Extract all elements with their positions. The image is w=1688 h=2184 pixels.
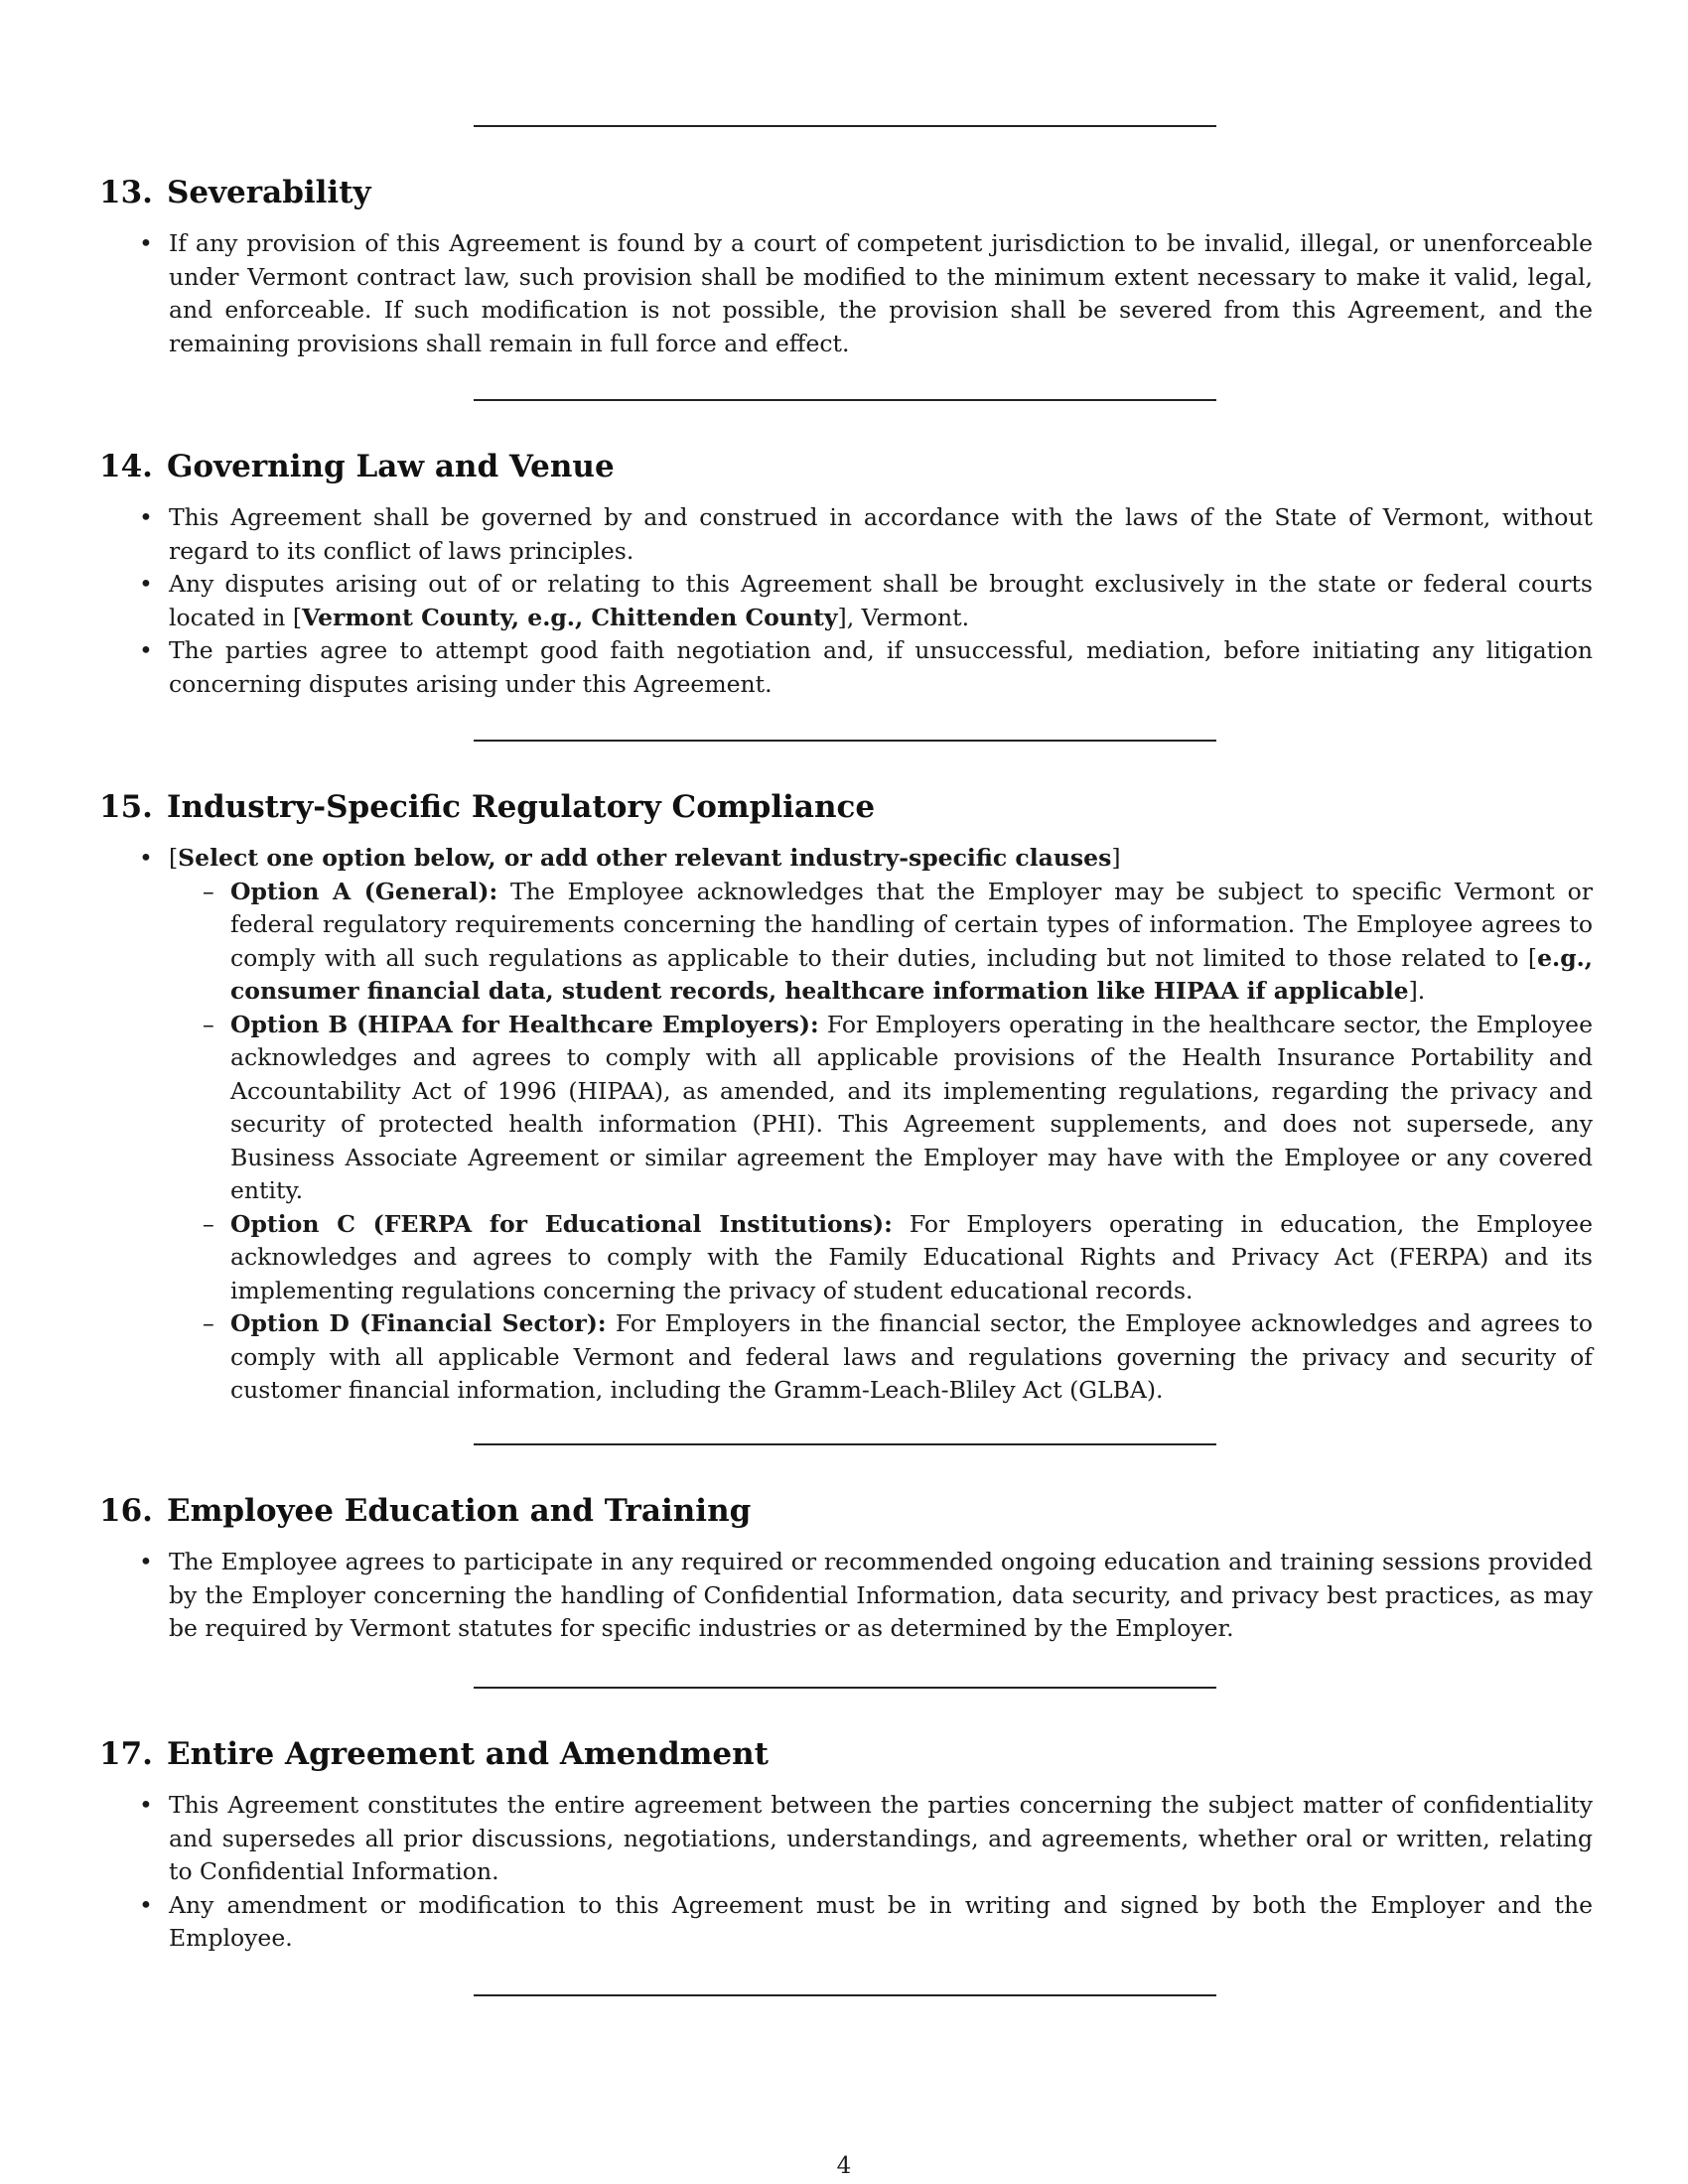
section-heading-entire-agreement xyxy=(99,1736,769,1772)
bullet-list xyxy=(135,842,1593,1408)
section-heading-regulatory-compliance xyxy=(99,789,875,825)
option-item-b: – Option B (HIPAA for Healthcare Employers): For Employers operating in the healthcare sector, the Employee acknowledges and agrees to comply with all applicable provisions of the Health Insurance Portability and Accountability Act of 1996 (HIPAA), as amended, and its implementing regulations, regarding the privacy and security of protected health information (PHI). This Agreement supplements, and does not supersede, any Business Associate Agreement or similar agreement the Employer may have with the Employee or any covered entity. xyxy=(230,1009,1593,1208)
list-item: • [Select one option below, or add other relevant industry-specific clauses] – Option A (General): The Employee acknowledges that the Employer may be subject to specific Vermont or federal regulatory requirements concerning the handling of certain types of information. The Employee agrees to comply with all such regulations as applicable to their duties, including but not limited to those related to [e.g., consumer financial data, student records, healthcare information like HIPAA if applicable]. – Option B (HIPAA for Healthcare Employers): For Employers operating in the healthcare sector, the Employee acknowledges and agrees to comply with all applicable provisions of the Health Insurance Portability and Accountability Act of 1996 (HIPAA), as amended, and its implementing regulations, regarding the privacy and security of protected health information (PHI). This Agreement supplements, and does not supersede, any Business Associate Agreement or similar agreement the Employer may have with the Employee or any covered entity. – Option C (FERPA for Educational Institutions): For Employers operating in education, the Employee acknowledges and agrees to comply with the Family Educational Rights and Privacy Act (FERPA) and its implementing regulations concerning the privacy of student educational records. – Option D (Financial Sector): For Employers in the financial sector, the Employee acknowledges and agrees to comply with all applicable Vermont and federal laws and regulations governing the privacy and security of customer financial information, including the Gramm-Leach-Bliley Act (GLBA). xyxy=(135,842,1593,1408)
section-body-governing-law xyxy=(135,501,1593,701)
list-item: • The Employee agrees to participate in any required or recommended ongoing education and training sessions provided by the Employer concerning the handling of Confidential Information, data security, and privacy best practices, as may be required by Vermont statutes for specific industries or as determined by the Employer. xyxy=(135,1546,1593,1646)
section-number: 16. xyxy=(99,1493,153,1529)
placeholder-select-option: Select one option below, or add other relevant industry-specific clauses xyxy=(178,844,1112,872)
section-body-entire-agreement xyxy=(135,1789,1593,1956)
page-number: 4 xyxy=(836,2153,852,2179)
section-body-severability xyxy=(135,227,1593,360)
option-item-a: – Option A (General): The Employee acknowledges that the Employer may be subject to specific Vermont or federal regulatory requirements concerning the handling of certain types of information. The Employee agrees to comply with all such regulations as applicable to their duties, including but not limited to those related to [e.g., consumer financial data, student records, healthcare information like HIPAA if applicable]. xyxy=(230,876,1593,1009)
option-item-c: – Option C (FERPA for Educational Institutions): For Employers operating in education, the Employee acknowledges and agrees to comply with the Family Educational Rights and Privacy Act (FERPA) and its implementing regulations concerning the privacy of student educational records. xyxy=(230,1208,1593,1308)
placeholder-county: Vermont County, e.g., Chittenden County xyxy=(302,603,838,631)
divider-rule xyxy=(474,125,1216,127)
section-title: Severability xyxy=(166,175,371,210)
section-number: 14. xyxy=(99,449,153,484)
divider-rule xyxy=(474,740,1216,742)
divider-rule xyxy=(474,1687,1216,1689)
bullet-list xyxy=(135,1546,1593,1646)
bullet-list xyxy=(135,501,1593,701)
list-item: • This Agreement constitutes the entire agreement between the parties concerning the subject matter of confidentiality and supersedes all prior discussions, negotiations, understandings, and agreements, whether oral or written, relating to Confidential Information. xyxy=(135,1789,1593,1889)
divider-rule xyxy=(474,1994,1216,1996)
section-title: Employee Education and Training xyxy=(166,1493,752,1529)
divider-rule xyxy=(474,1443,1216,1445)
section-heading-severability xyxy=(99,175,371,210)
placeholder-examples: e.g., consumer financial data, student records, healthcare information like HIPAA if applicable xyxy=(230,943,1593,1005)
section-heading-education-training xyxy=(99,1493,751,1529)
section-title: Entire Agreement and Amendment xyxy=(166,1736,769,1772)
section-body-regulatory-compliance xyxy=(135,842,1593,1408)
option-item-d: – Option D (Financial Sector): For Employers in the financial sector, the Employee acknowledges and agrees to comply with all applicable Vermont and federal laws and regulations governing the privacy and security of customer financial information, including the Gramm-Leach-Bliley Act (GLBA). xyxy=(230,1307,1593,1408)
list-item: • If any provision of this Agreement is found by a court of competent jurisdiction to be invalid, illegal, or unenforceable under Vermont contract law, such provision shall be modified to the minimum extent necessary to make it valid, legal, and enforceable. If such modification is not possible, the provision shall be severed from this Agreement, and the remaining provisions shall remain in full force and effect. xyxy=(135,227,1593,360)
section-body-education-training xyxy=(135,1546,1593,1646)
option-list xyxy=(169,876,1593,1408)
divider-rule xyxy=(474,399,1216,401)
list-item: • Any amendment or modification to this Agreement must be in writing and signed by both the Employer and the Employee. xyxy=(135,1889,1593,1956)
section-title: Industry-Specific Regulatory Compliance xyxy=(166,789,876,825)
section-title: Governing Law and Venue xyxy=(166,449,615,484)
section-number: 17. xyxy=(99,1736,153,1772)
list-item: • Any disputes arising out of or relating to this Agreement shall be brought exclusively in the state or federal courts located in [Vermont County, e.g., Chittenden County], Vermont. xyxy=(135,568,1593,634)
section-number: 13. xyxy=(99,175,153,210)
section-heading-governing-law xyxy=(99,449,615,484)
list-item: • The parties agree to attempt good faith negotiation and, if unsuccessful, mediation, before initiating any litigation concerning disputes arising under this Agreement. xyxy=(135,634,1593,701)
bullet-list xyxy=(135,1789,1593,1956)
bullet-list xyxy=(135,227,1593,360)
list-item: • This Agreement shall be governed by and construed in accordance with the laws of the State of Vermont, without regard to its conflict of laws principles. xyxy=(135,501,1593,568)
section-number: 15. xyxy=(99,789,153,825)
